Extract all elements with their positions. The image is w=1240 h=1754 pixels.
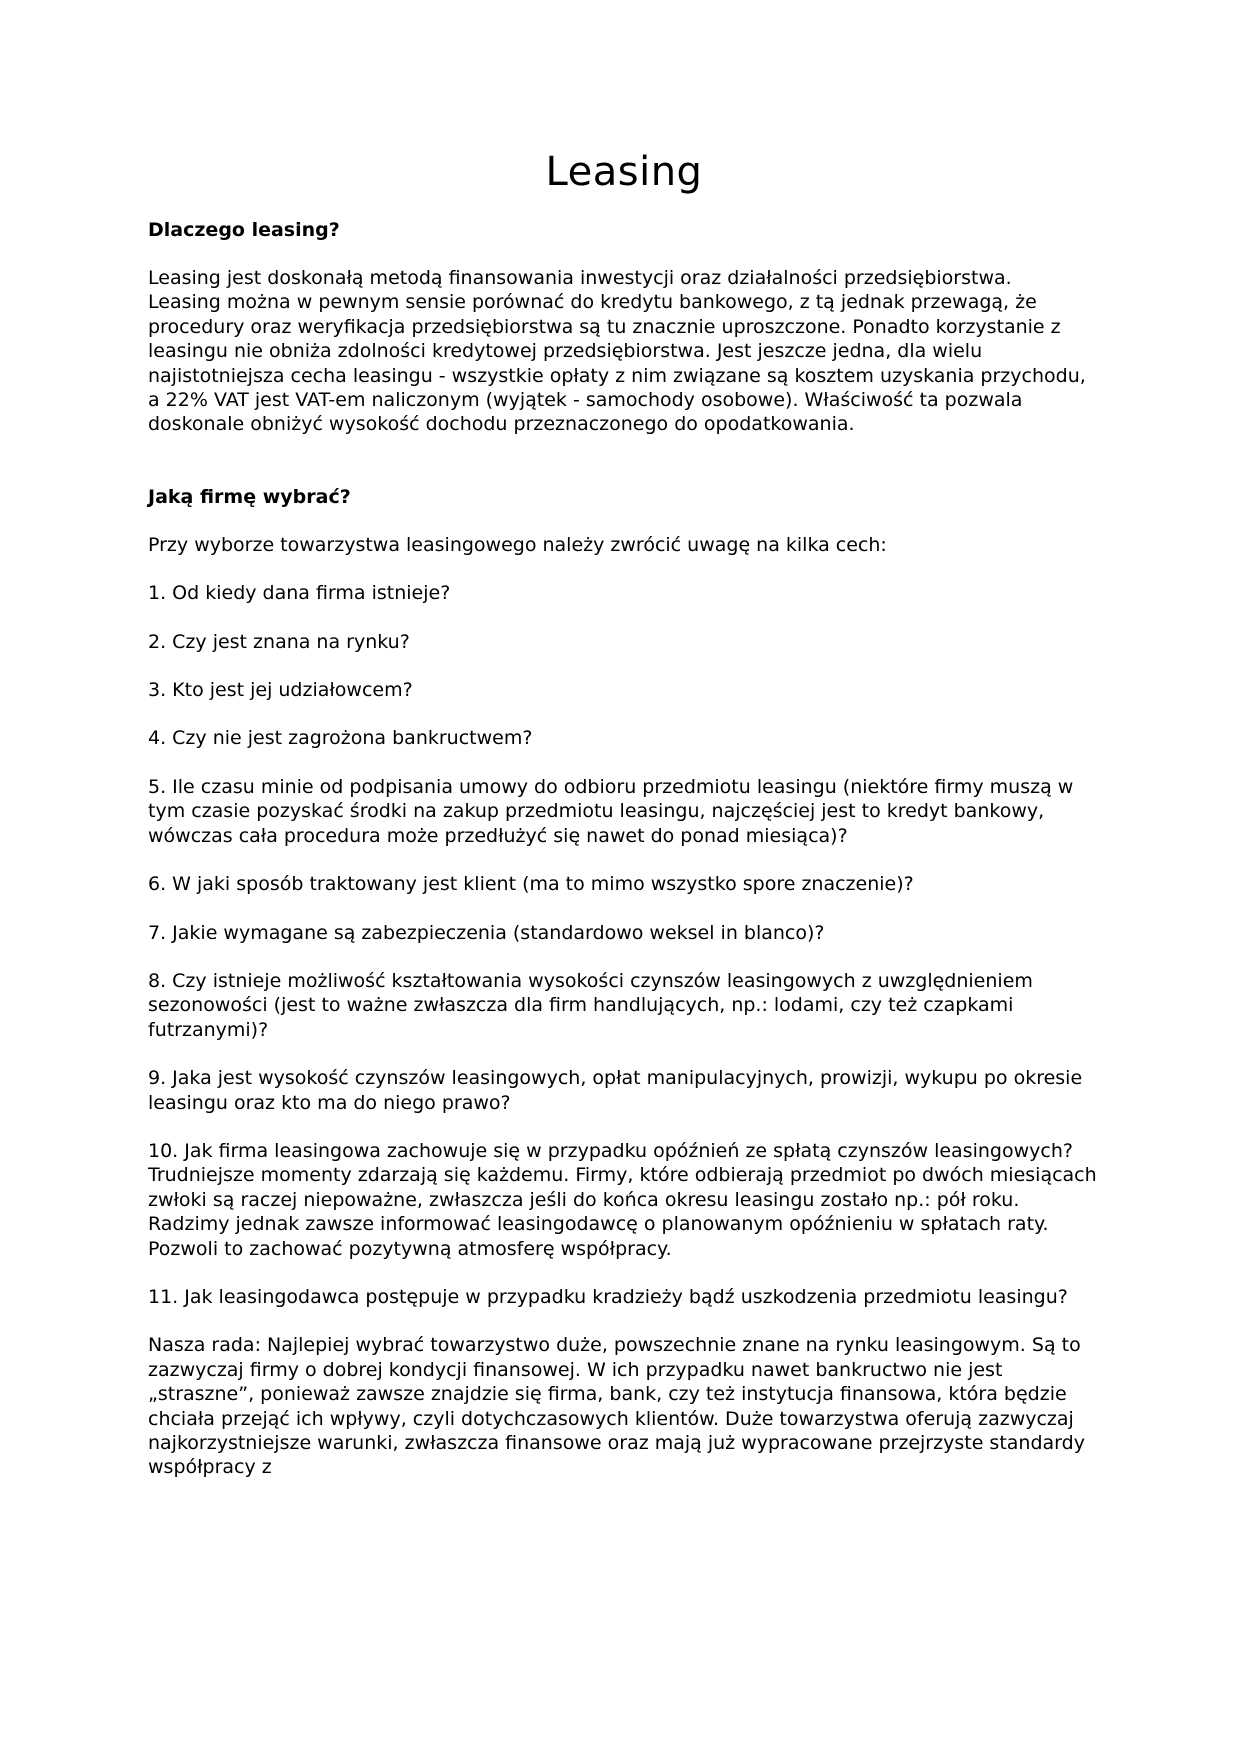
section-heading-why-leasing: Dlaczego leasing? [148,219,340,241]
section-lead-choose-company: Przy wyborze towarzystwa leasingowego należy zwrócić uwagę na kilka cech: [148,533,887,556]
list-item: 11. Jak leasingodawca postępuje w przypadku kradzieży bądź uszkodzenia przedmiotu leasingu? [148,1285,1068,1308]
list-item: 10. Jak firma leasingowa zachowuje się w przypadku opóźnień ze spłatą czynszów leasingowych? Trudniejsze momenty zdarzają się każdemu. Firmy, które odbierają przedmiot po dwóch miesiącach zwłoki są raczej niepoważne, zwłaszcza jeśli do końca okresu leasingu zostało np.: pół roku. Radzimy jednak zawsze informować leasingodawcę o planowanym opóźnieniu w spłatach raty. Pozwoli to zachować pozytywną atmosferę współpracy. [148,1139,1097,1260]
list-item: 9. Jaka jest wysokość czynszów leasingowych, opłat manipulacyjnych, prowizji, wykupu po okresie leasingu oraz kto ma do niego prawo? [148,1067,1083,1114]
document-title: Leasing [545,149,703,195]
advice-paragraph: Nasza rada: Najlepiej wybrać towarzystwo duże, powszechnie znane na rynku leasingowym. Są to zazwyczaj firmy o dobrej kondycji finansowej. W ich przypadku nawet bankructwo nie jest „straszne”, ponieważ zawsze znajdzie się firma, bank, czy też instytucja finansowa, która będzie chciała przejąć ich wpływy, czyli dotychczasowych klientów. Duże towarzystwa oferują zazwyczaj najkorzystniejsze warunki, zwłaszcza finansowe oraz mają już wypracowane przejrzyste standardy współpracy z [148,1334,1085,1479]
list-item: 2. Czy jest znana na rynku? [148,630,410,653]
list-item: 4. Czy nie jest zagrożona bankructwem? [148,727,533,750]
list-item: 7. Jakie wymagane są zabezpieczenia (standardowo weksel in blanco)? [148,921,825,944]
section-heading-choose-company: Jaką firmę wybrać? [148,485,351,508]
list-item: 6. W jaki sposób traktowany jest klient (ma to mimo wszystko spore znaczenie)? [148,873,914,896]
list-item: 5. Ile czasu minie od podpisania umowy do odbioru przedmiotu leasingu (niektóre firmy muszą w tym czasie pozyskać środki na zakup przedmiotu leasingu, najczęściej jest to kredyt bankowy, wówczas cała procedura może przedłużyć się nawet do ponad miesiąca)? [148,775,1074,847]
section-paragraph-why-leasing: Leasing jest doskonałą metodą finansowania inwestycji oraz działalności przedsiębiorstwa. Leasing można w pewnym sensie porównać do kredytu bankowego, z tą jednak przewagą, że procedury oraz weryfikacja przedsiębiorstwa są tu znacznie uproszczone. Ponadto korzystanie z leasingu nie obniża zdolności kredytowej przedsiębiorstwa. Jest jeszcze jedna, dla wielu najistotniejsza cecha leasingu - wszystkie opłaty z nim związane są kosztem uzyskania przychodu, a 22% VAT jest VAT-em naliczonym (wyjątek - samochody osobowe). Właściwość ta pozwala doskonale obniżyć wysokość dochodu przeznaczonego do opodatkowania. [148,267,1086,436]
list-item: 3. Kto jest jej udziałowcem? [148,679,413,702]
list-item: 8. Czy istnieje możliwość kształtowania wysokości czynszów leasingowych z uwzględnieniem sezonowości (jest to ważne zwłaszcza dla firm handlujących, np.: lodami, czy też czapkami futrzanymi)? [148,969,1033,1041]
list-item: 1. Od kiedy dana firma istnieje? [148,582,451,605]
